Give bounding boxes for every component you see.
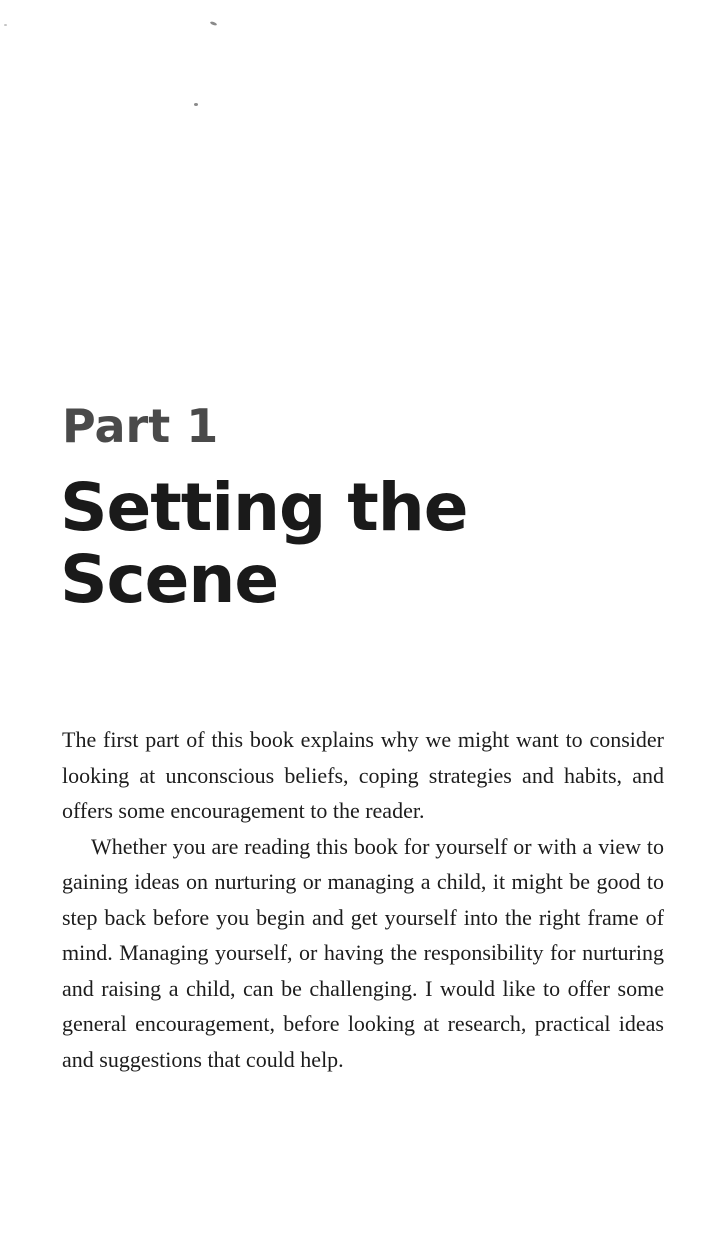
paragraph-2: Whether you are reading this book for yourself or with a view to gaining ideas on nurturing or managing a child, it might be good to step back before you begin and get yourself into the right frame of mind. Managing yourself, or having the responsibility for nurturing and raising a child, can be challenging. I would like to offer some general encouragement, before looking at research, practical ideas and suggestions that could help. (62, 833, 664, 1072)
print-speck (194, 103, 198, 106)
part-title: Setting the Scene (60, 469, 468, 618)
print-speck (210, 21, 218, 26)
part-number: Part 1 (62, 399, 219, 453)
print-speck (4, 24, 7, 26)
intro-text (62, 722, 664, 1077)
paragraph-1: The first part of this book explains why we might want to consider looking at unconscious beliefs, coping strategies and habits, and offers some encouragement to the reader. (62, 727, 664, 823)
